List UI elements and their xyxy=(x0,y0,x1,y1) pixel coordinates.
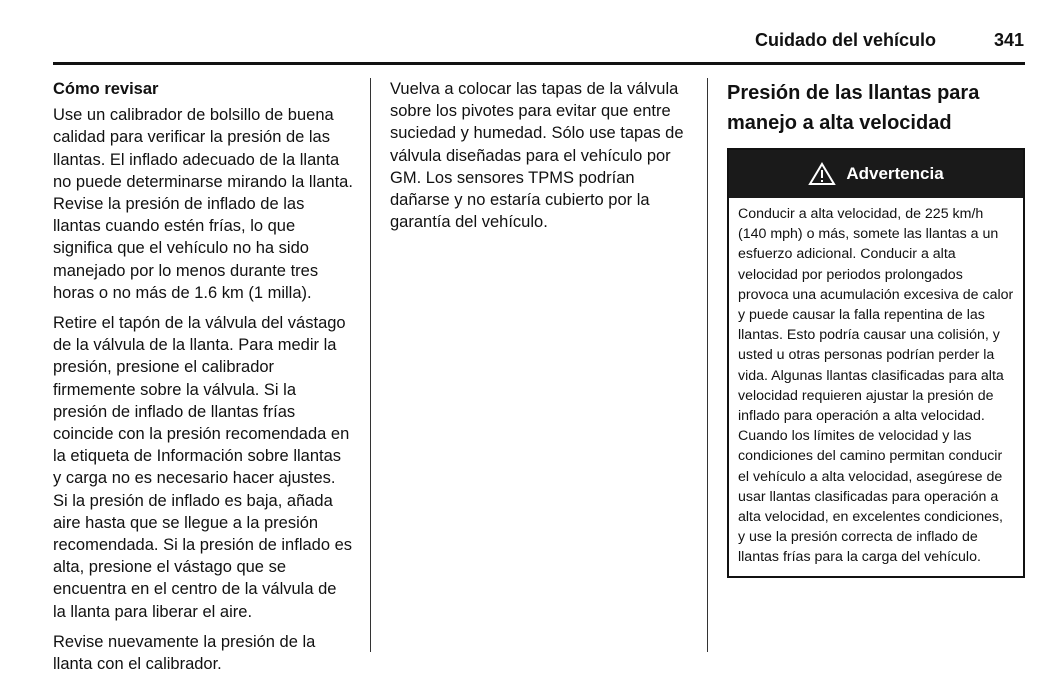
subheading-como-revisar: Cómo revisar xyxy=(53,80,159,98)
paragraph: Revise nuevamente la presión de la llanta con el calibrador. xyxy=(53,632,316,674)
page-number: 341 xyxy=(993,30,1024,50)
warning-label: Advertencia xyxy=(846,163,944,183)
warning-box xyxy=(727,148,1025,578)
column-divider-2 xyxy=(707,78,708,652)
paragraph: Retire el tapón de la válvula del vástago de la válvula de la llanta. Para medir la presión, presione el calibrador firmemente sobre la válvula. Si la presión de inflado de llantas frías coincide con la presión recomendada en la etiqueta de Información sobre llantas y carga no es necesario hacer ajustes. Si la presión de inflado es baja, añada aire hasta que se llegue a la presión recomendada. Si la presión de inflado es alta, presione el vástago que se encuentra en el centro de la válvula de la llanta para liberar el aire. xyxy=(53,314,353,621)
paragraph: Vuelva a colocar las tapas de la válvula sobre los pivotes para evitar que entre suciedad y humedad. Sólo use tapas de válvula diseñadas para el vehículo por GM. Los sensores TPMS podrían dañarse y no estaría cubierto por la garantía del vehículo. xyxy=(390,80,684,232)
paragraph: Use un calibrador de bolsillo de buena calidad para verificar la presión de las llantas. El inflado adecuado de la llanta no puede determinarse mirando la llanta. Revise la presión de inflado de las llantas cuando estén frías, lo que significa que el vehículo no ha sido manejado por lo menos durante tres horas o no más de 1.6 km (1 milla). xyxy=(53,106,353,302)
warning-triangle-icon xyxy=(808,162,836,186)
page-header xyxy=(0,30,1024,60)
column-left xyxy=(53,78,353,683)
section-title: Cuidado del vehículo xyxy=(754,30,936,50)
warning-text: Conducir a alta velocidad, de 225 km/h (140 mph) o más, somete las llantas a un esfuerzo adicional. Conducir a alta velocidad por periodos prolongados provoca una acumulación excesiva de calor y puede causar la falla repentina de las llantas. Esto podría causar una colisión, y usted u otras personas podrían perder la vida. Algunas llantas clasificadas para alta velocidad requieren ajustar la presión de inflado para operación a alta velocidad. Cuando los límites de velocidad y las condiciones del camino permitan conducir el vehículo a alta velocidad, asegúrese de usar llantas clasificadas para operación a alta velocidad, en excelentes condiciones, y use la presión correcta de inflado de llantas frías para la carga del vehículo. xyxy=(738,206,1014,566)
column-right xyxy=(727,78,1025,578)
header-rule xyxy=(53,62,1025,65)
warning-header xyxy=(729,150,1023,198)
column-middle xyxy=(390,78,690,241)
section-heading: Presión de las llantas para manejo a alta velocidad xyxy=(727,82,980,134)
column-divider-1 xyxy=(370,78,371,652)
